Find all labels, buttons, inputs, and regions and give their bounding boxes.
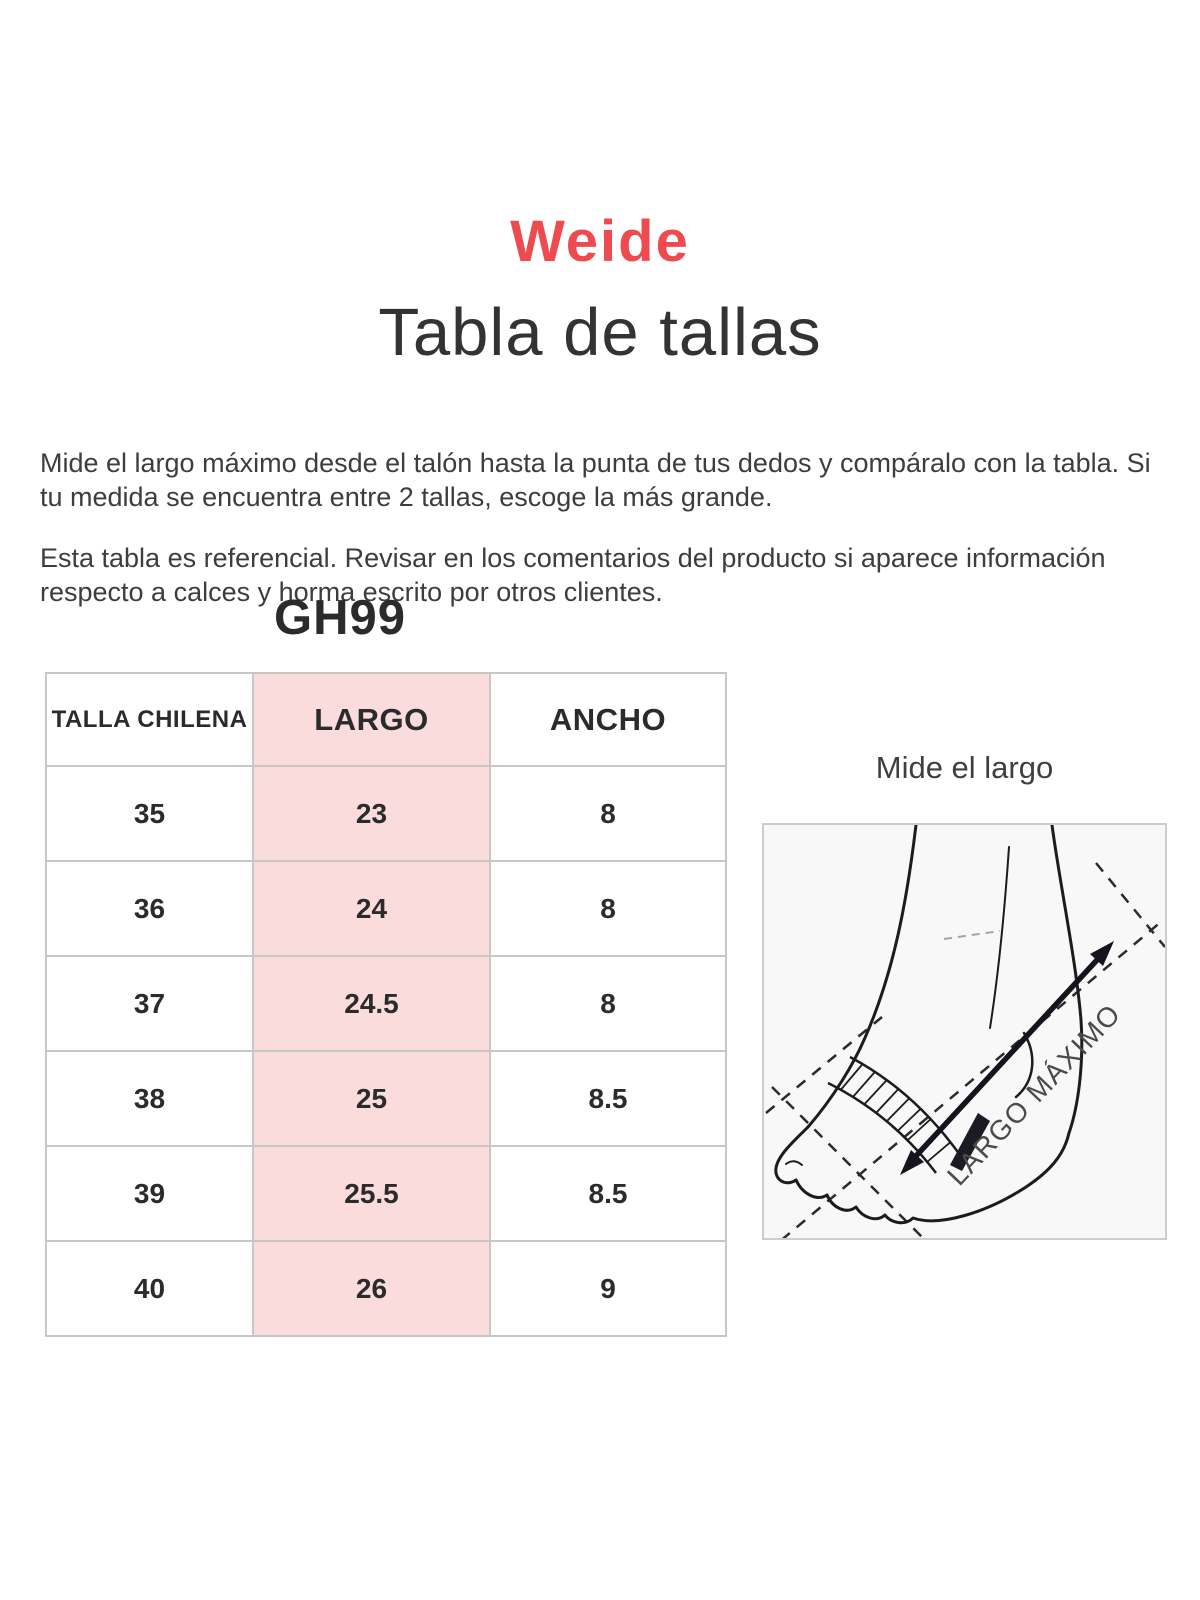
inner-ankle-line: [990, 847, 1009, 1028]
left-shin-line: [808, 825, 916, 1127]
note-paragraph: Esta tabla es referencial. Revisar en los comentarios del producto si aparece información respecto a calces y horma escrito por otros clientes.: [40, 543, 1106, 607]
header-ancho: ANCHO: [490, 673, 726, 766]
cell-largo: 26: [253, 1241, 490, 1336]
table-row: [46, 861, 726, 956]
header-talla-chilena: TALLA CHILENA: [46, 673, 253, 766]
cell-ancho: 8.5: [490, 1051, 726, 1146]
page-title: Tabla de tallas: [378, 295, 822, 370]
model-title: GH99: [273, 591, 406, 645]
table-row: [46, 956, 726, 1051]
header-largo: LARGO: [253, 673, 490, 766]
cell-talla: 35: [46, 766, 253, 861]
toe-nail-line: [786, 1161, 802, 1165]
cell-ancho: 8: [490, 956, 726, 1051]
cell-ancho: 8: [490, 861, 726, 956]
table-row: [46, 1146, 726, 1241]
measure-caption: Mide el largo: [875, 750, 1054, 785]
brand-logo: Weide: [510, 209, 690, 274]
table-row: [46, 1051, 726, 1146]
measuring-tape: [828, 1057, 960, 1173]
table-header-row: [46, 673, 726, 766]
cell-largo: 25.5: [253, 1146, 490, 1241]
intro-paragraph: Mide el largo máximo desde el talón hasta la punta de tus dedos y compáralo con la tabla. Si tu medida se encuentra entre 2 tallas, escoge la más grande.: [40, 448, 1151, 512]
cell-talla: 39: [46, 1146, 253, 1241]
cell-talla: 40: [46, 1241, 253, 1336]
measure-diagram-panel: [762, 823, 1167, 1240]
cell-talla: 38: [46, 1051, 253, 1146]
table-row: [46, 1241, 726, 1336]
measure-arrow-label: LARGO MÁXIMO: [941, 997, 1128, 1192]
foot-measure-diagram: [764, 825, 1165, 1238]
cell-ancho: 8: [490, 766, 726, 861]
cell-largo: 24: [253, 861, 490, 956]
cell-largo: 23: [253, 766, 490, 861]
size-table: [45, 672, 727, 1337]
ankle-guide-dash: [944, 931, 1000, 939]
cell-talla: 36: [46, 861, 253, 956]
cell-ancho: 8.5: [490, 1146, 726, 1241]
table-row: [46, 766, 726, 861]
cell-ancho: 9: [490, 1241, 726, 1336]
cell-talla: 37: [46, 956, 253, 1051]
cell-largo: 25: [253, 1051, 490, 1146]
cell-largo: 24.5: [253, 956, 490, 1051]
